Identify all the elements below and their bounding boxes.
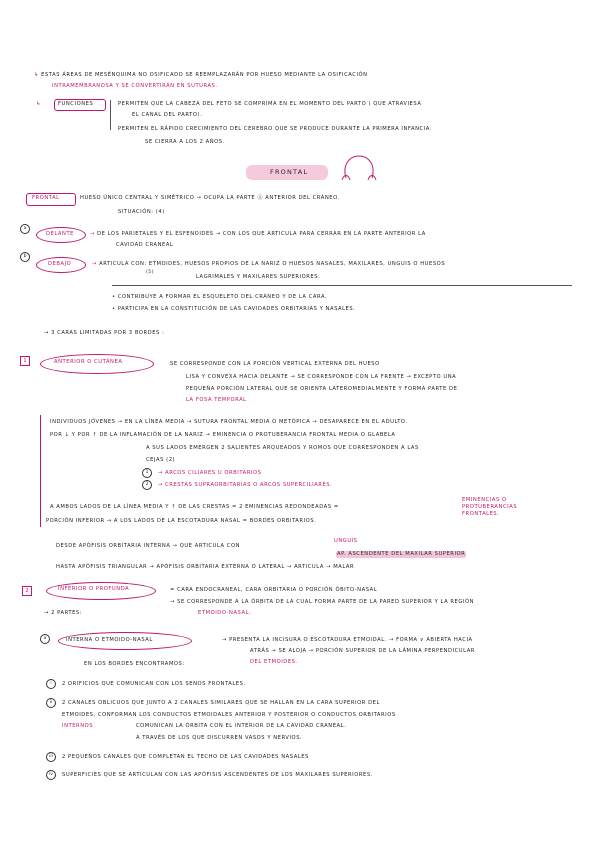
debajo-label: DEBAJO [48, 261, 72, 267]
funciones-label: FUNCIONES [58, 101, 94, 107]
funcion-3: SE CIERRA A LOS 2 AÑOS. [145, 139, 225, 145]
item-iv: SUPERFICIES QUE SE ARTICULAN CON LAS APÓFISIS ASCENDENTES DE LOS MAXILARES SUPERIORES. [62, 772, 373, 778]
inferior-label: INFERIOR O PROFUNDA [58, 586, 130, 592]
detail-4: CEJAS (2) [146, 457, 176, 463]
bracket [110, 100, 111, 130]
anterior-l1: SE CORRESPONDE CON LA PORCIÓN VERTICAL EXTERNA DEL HUESO [170, 361, 380, 367]
funcion-2: PERMITEN EL RÁPIDO CRECIMIENTO DEL CEREBRO QUE SE PRODUCE DURANTE LA PRIMERA INFANCIA. [118, 126, 432, 132]
item-1-marker: 1 [142, 468, 152, 478]
section-2-marker: 2 [22, 586, 32, 596]
section-1-marker: 1 [20, 356, 30, 366]
page-title: FRONTAL [270, 168, 309, 176]
detail-6: → CRESTAS SUPRAORBITARIAS O ARCOS SUPERCILIARES. [158, 482, 333, 488]
funciones-arrow: ↳ [36, 101, 41, 107]
delante-text1: → DE LOS PARIETALES Y EL ESFENOIDES → CON LOS QUE ARTICULA PARA CERRAR EN LA PARTE ANTERIOR LA [90, 231, 426, 237]
item-ii-b: ETMOIDES, CONFORMAN LOS CONDUCTOS ETMOIDALES ANTERIOR Y POSTERIOR O CONDUCTOS ORBITARIOS [62, 712, 396, 718]
item-ii-e: A TRAVÉS DE LOS QUE DISCURREN VASOS Y NERVIOS. [136, 735, 303, 741]
detail-7: A AMBOS LADOS DE LA LÍNEA MEDIA Y ↑ DE LAS CRESTAS = 2 EMINENCIAS REDONDEADAS = [50, 504, 339, 510]
situacion: SITUACIÓN: (4) [118, 209, 165, 215]
detail-9b: AP. ASCENDENTE DEL MAXILAR SUPERIOR [337, 551, 466, 557]
detail-8: PORCIÓN INFERIOR → A LOS LADOS DE LA ESCOTADURA NASAL = BORDES ORBITARIOS. [46, 518, 317, 524]
debajo-text2: LAGRIMALES Y MAXILARES SUPERIORES. [196, 274, 321, 280]
delante-label: DELANTE [46, 231, 75, 237]
interna-l4: EN LOS BORDES ENCONTRAMOS: [84, 661, 185, 667]
funcion-1a: PERMITEN QUE LA CABEZA DEL FETO SE COMPRIMA EN EL MOMENTO DEL PARTO ( QUE ATRAVIESA [118, 101, 422, 107]
item-ii-d: COMUNICAN LA ÓRBITA CON EL INTERIOR DE LA CAVIDAD CRANEAL. [136, 723, 347, 729]
bullet-1: • CONTRIBUYE A FORMAR EL ESQUELETO DEL CRÁNEO Y DE LA CARA. [112, 294, 328, 300]
partes: → 2 PARTES: [44, 610, 83, 616]
frontal-desc: HUESO ÚNICO CENTRAL Y SIMÉTRICO → OCUPA LA PARTE Ⓐ ANTERIOR DEL CRÁNEO. [80, 195, 340, 201]
anterior-l2: LISA Y CONVEXA HACIA DELANTE → SE CORRESPONDE CON LA FRENTE → EXCEPTO UNA [186, 374, 457, 380]
detail-3: A SUS LADOS EMERGEN 2 SALIENTES ARQUEADOS Y ROMOS QUE CORRESPONDEN A LAS [146, 445, 419, 451]
interna-marker: a [40, 634, 50, 644]
detail-2: POR ↓ Y POR ↑ DE LA INFLAMACIÓN DE LA NARIZ → EMINENCIA O PROTUBERANCIA FRONTAL MEDIA O GLABELA [50, 432, 396, 438]
inferior-l3: ETMOIDO-NASAL. [198, 610, 252, 616]
item-ii-marker: ii [46, 698, 56, 708]
intro-line1: ↳ ESTAS ÁREAS DE MESÉNQUIMA NO OSIFICADO SE REEMPLAZARÁN POR HUESO MEDIANTE LA OSIFICACIÓN [34, 72, 368, 78]
detail-9a: UNGUIS [334, 538, 358, 544]
detail-5: → ARCOS CILIARES U ORBITARIOS [158, 470, 262, 476]
funcion-1b: EL CANAL DEL PARTO). [132, 112, 203, 118]
details-bracket [40, 415, 41, 527]
delante-text2: CAVIDAD CRANEAL [116, 242, 174, 248]
anterior-label: ANTERIOR O CUTÁNEA [54, 359, 123, 365]
item-iv-marker: iv [46, 770, 56, 780]
item-i: 2 ORIFICIOS QUE COMUNICAN CON LOS SENOS FRONTALES. [62, 681, 246, 687]
bullet-2: • PARTICIPA EN LA CONSTITUCIÓN DE LAS CAVIDADES ORBITARIAS Y NASALES. [112, 306, 356, 312]
item-iii: 2 PEQUEÑOS CANALES QUE COMPLETAN EL TECHO DE LAS CAVIDADES NASALES [62, 754, 309, 760]
item-iii-marker: iii [46, 752, 56, 762]
interna-label: INTERNA O ETMOIDO-NASAL [66, 637, 153, 643]
anterior-l4: LA FOSA TEMPORAL [186, 397, 247, 403]
item-2-marker: 2 [142, 480, 152, 490]
divider [112, 285, 572, 286]
caras-heading: → 3 CARAS LIMITADAS POR 3 BORDES : [44, 330, 165, 336]
debajo-text1: → ARTICULA CON: ETMOIDES, HUESOS PROPIOS DE LA NARIZ O HUESOS NASALES, MAXILARES, UNGUIS O HUESOS [92, 261, 446, 267]
detail-7b: EMINENCIAS O PROTUBERANCIAS FRONTALES. [462, 497, 518, 517]
interna-l1: → PRESENTA LA INCISURA O ESCOTADURA ETMOIDAL. → FORMA ∨ ABIERTA HACIA [222, 637, 473, 643]
item-ii-a: 2 CANALES OBLICUOS QUE JUNTO A 2 CANALES SIMILARES QUE SE HALLAN EN LA CARA SUPERIOR DEL [62, 700, 380, 706]
frontal-label: FRONTAL [32, 195, 60, 201]
interna-l3: DEL ETMOIDES. [250, 659, 298, 665]
item-i-marker: i [46, 679, 56, 689]
item-ii-c: INTERNOS [62, 723, 94, 729]
anterior-l3: PEQUEÑA PORCIÓN LATERAL QUE SE ORIENTA LATEROMEDIALMENTE Y FORMA PARTE DE [186, 386, 458, 392]
debajo-num: (5) [146, 270, 155, 275]
item-b-marker: b [20, 252, 30, 262]
inferior-l1: = CARA ENDOCRANEAL, CARA ORBITARIA O PORCIÓN ÓBITO-NASAL [170, 587, 378, 593]
item-a-marker: a [20, 224, 30, 234]
skull-doodle-icon [340, 152, 378, 188]
detail-10: HASTA APÓFISIS TRIANGULAR → APÓFISIS ORBITARIA EXTERNA O LATERAL → ARTICULA → MALAR [56, 564, 355, 570]
detail-9: DESDE APÓFISIS ORBITARIA INTERNA → QUE ARTICULA CON [56, 543, 241, 549]
intro-line2: INTRAMEMBRANOSA Y SE CONVERTIRÁN EN SUTURAS. [52, 83, 218, 89]
detail-1: INDIVIDUOS JÓVENES → EN LA LÍNEA MEDIA → SUTURA FRONTAL MEDIA O METÓPICA → DESAPARECE EN EL ADULTO. [50, 419, 408, 425]
inferior-l2: → SE CORRESPONDE A LA ÓRBITA DE LA CUAL FORMA PARTE DE LA PARED SUPERIOR Y LA REGIÓN [170, 599, 475, 605]
interna-l2: ATRÁS → SE ALOJA → PORCIÓN SUPERIOR DE LA LÁMINA PERPENDICULAR [250, 648, 475, 654]
